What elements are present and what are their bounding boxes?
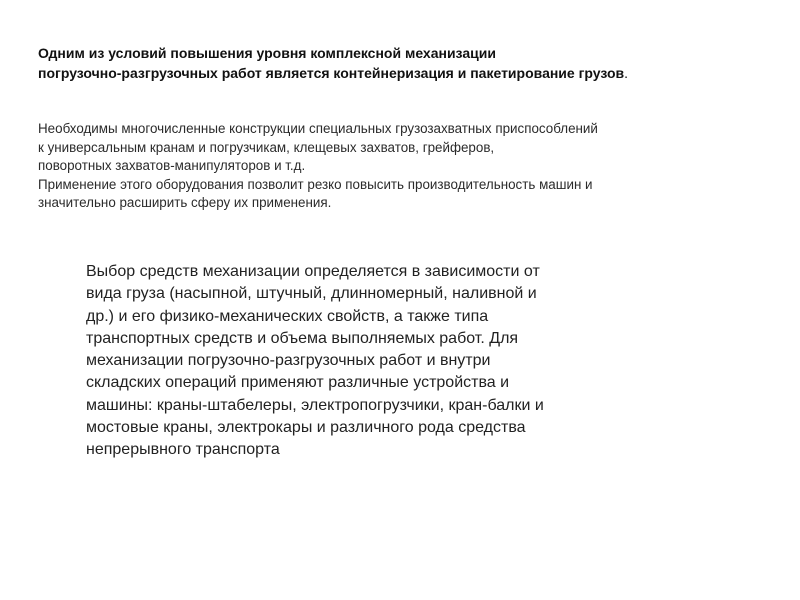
paragraph-mechanization-choice [86,261,686,462]
heading-line-2-text: погрузочно-разгрузочных работ является контейнеризация и пакетирование грузов [38,65,625,81]
heading-line-2 [38,63,788,83]
paragraph-1-line: к универсальным кранам и погрузчикам, клещевых захватов, грейферов, [38,139,495,155]
paragraph-2-line: машины: краны-штабелеры, электропогрузчики, кран-балки и [86,396,544,414]
paragraph-2-line: механизации погрузочно-разгрузочных работ и внутри [86,352,491,370]
paragraph-2-line: транспортных средств и объема выполняемых работ. Для [86,329,519,347]
paragraph-1-line: Применение этого оборудования позволит резко повысить производительность машин и [38,176,593,192]
paragraph-2-line: др.) и его физико-механических свойств, а также типа [86,307,489,325]
paragraph-1-line: Необходимы многочисленные конструкции специальных грузозахватных приспособлений [38,121,598,136]
paragraph-equipment [38,120,778,213]
paragraph-2-line: Выбор средств механизации определяется в зависимости от [86,263,540,280]
slide-heading [38,43,788,83]
heading-line-1: Одним из условий повышения уровня комплексной механизации [38,45,496,61]
paragraph-1-line: поворотных захватов-манипуляторов и т.д. [38,158,306,173]
paragraph-2-line: складских операций применяют различные устройства и [86,374,510,392]
heading-period: . [624,65,629,81]
paragraph-2-line: непрерывного транспорта [86,441,280,459]
paragraph-2-line: вида груза (насыпной, штучный, длинномерный, наливной и [86,285,537,303]
paragraph-2-line: мостовые краны, электрокары и различного рода средства [86,419,526,437]
paragraph-1-line: значительно расширить сферу их применения. [38,195,332,210]
